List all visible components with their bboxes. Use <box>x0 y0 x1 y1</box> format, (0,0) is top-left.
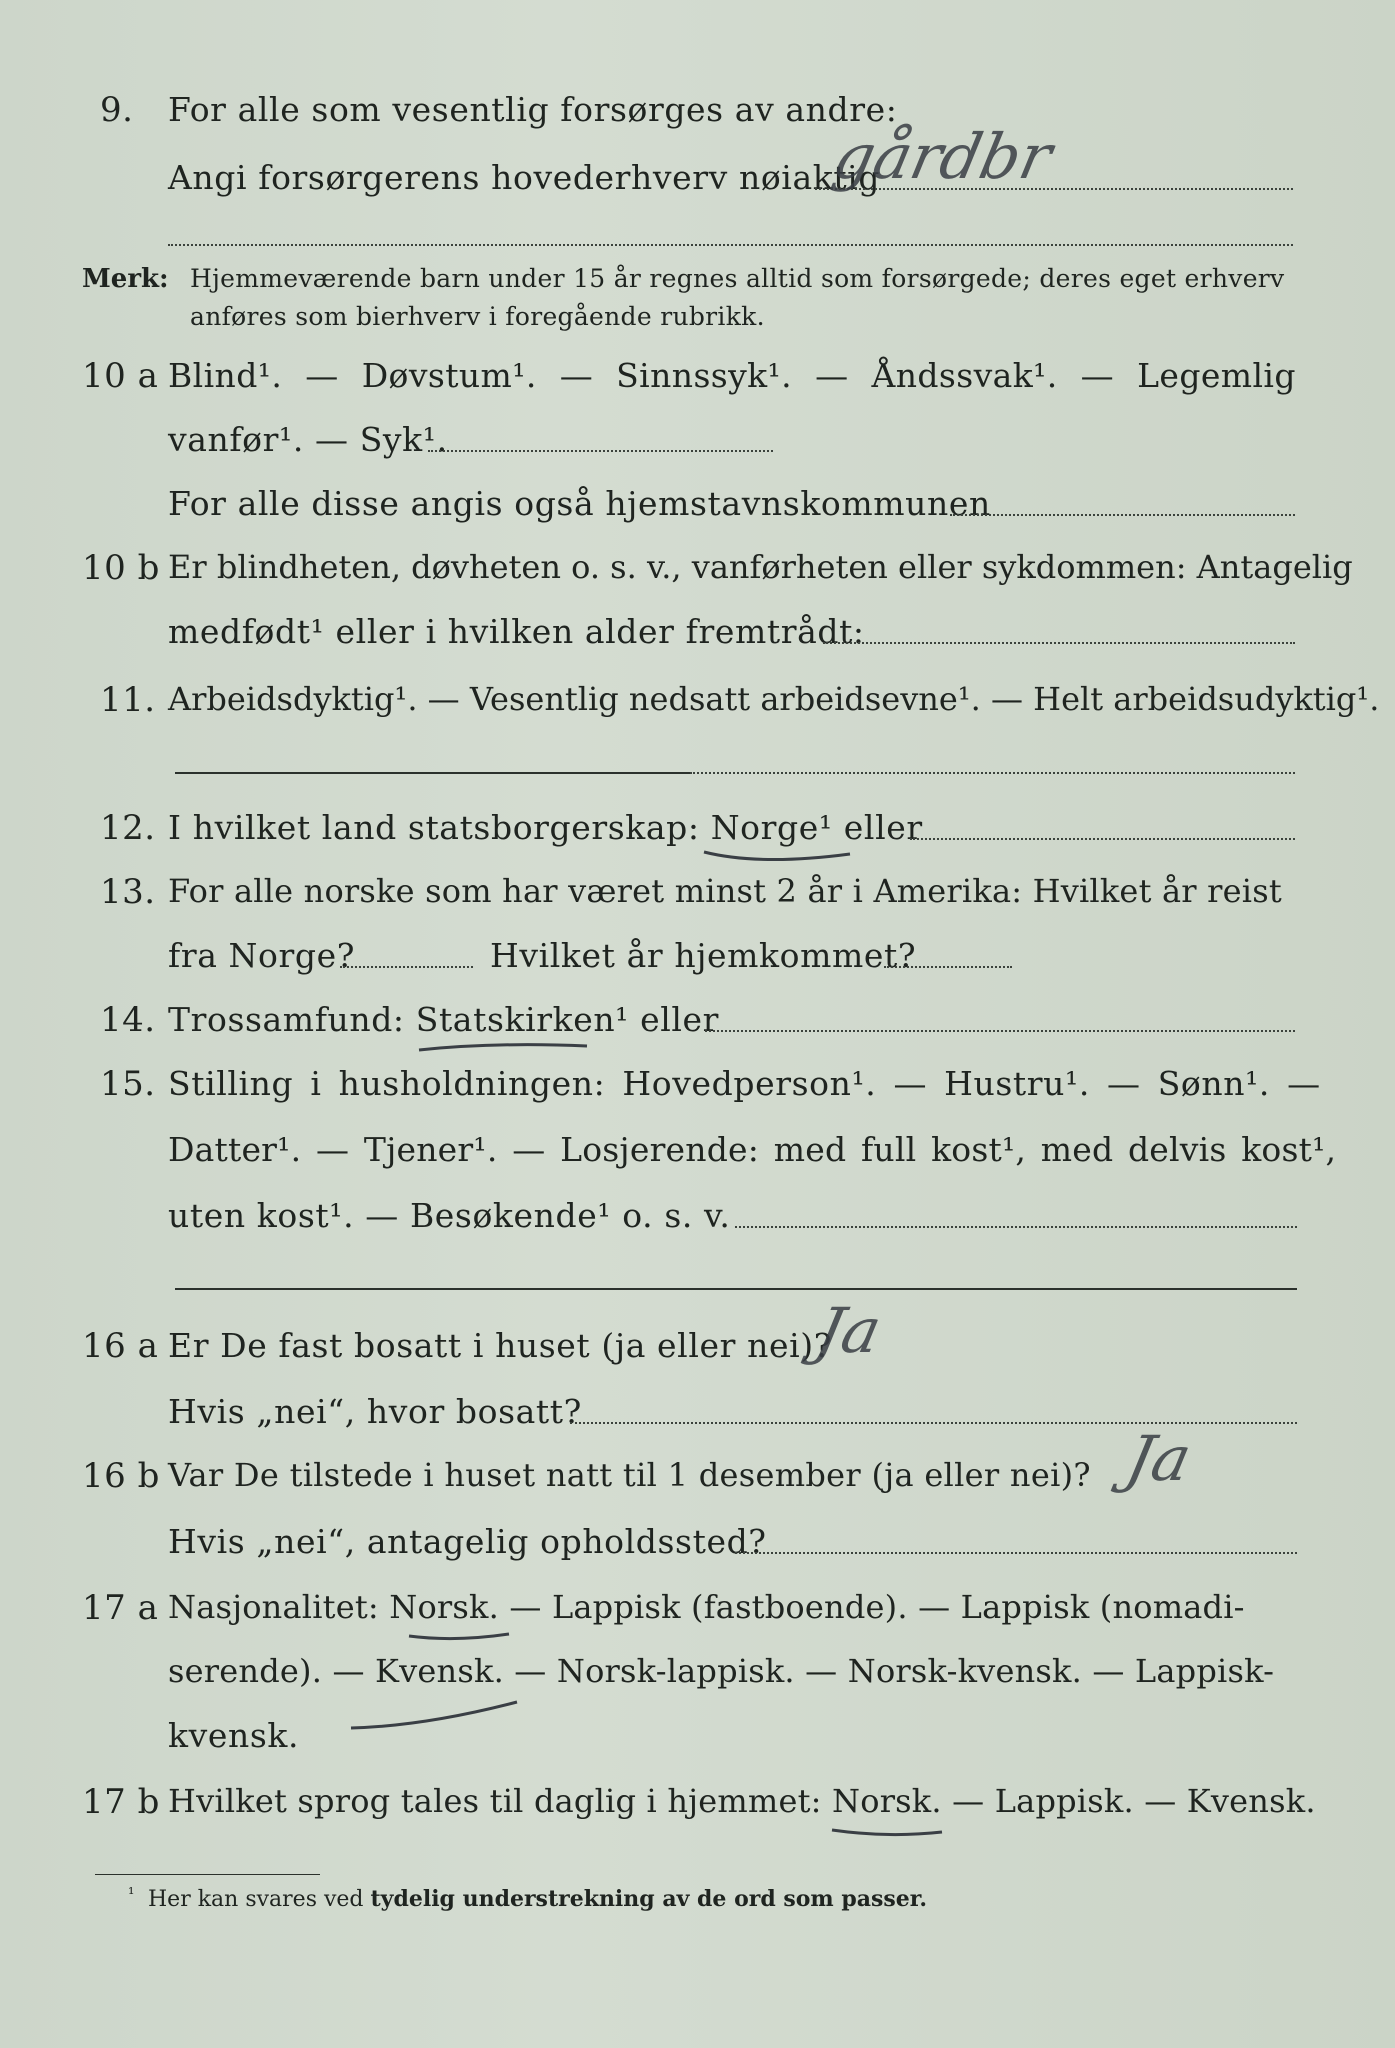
question-number: 14. <box>100 1000 156 1040</box>
handwritten-underline <box>415 1036 595 1058</box>
answer-line <box>735 1226 1297 1228</box>
question-text: Var De tilstede i huset natt til 1 desember (ja eller nei)? <box>168 1456 1091 1494</box>
handwritten-answer: Ja <box>810 1294 888 1367</box>
option: Blind¹. <box>168 356 283 395</box>
handwritten-underline <box>828 1824 948 1842</box>
footnote-text <box>148 1886 927 1912</box>
handwritten-underline <box>700 844 860 868</box>
separator: — <box>815 356 849 395</box>
footnote-plain: Her kan svares ved <box>148 1887 364 1912</box>
question-number: 17 b <box>82 1782 160 1822</box>
question-text: I hvilket land statsborgerskap: Norge¹ eller <box>168 808 923 847</box>
footnote-separator <box>95 1874 320 1875</box>
note-text: Hjemmeværende barn under 15 år regnes alltid som forsørgede; deres eget erhverv <box>190 264 1285 293</box>
answer-line <box>735 1552 1297 1554</box>
option: Legemlig <box>1137 356 1296 395</box>
question-text: Datter¹. — Tjener¹. — Losjerende: med full kost¹, med delvis kost¹, <box>168 1130 1337 1169</box>
handwritten-answer: gårdbr <box>827 120 1059 193</box>
question-text: Hvilket sprog tales til daglig i hjemmet: Norsk. — Lappisk. — Kvensk. <box>168 1782 1316 1820</box>
question-text: Trossamfund: Statskirken¹ eller <box>168 1000 720 1039</box>
handwritten-underline <box>345 1696 525 1736</box>
question-text: vanfør¹. — Syk¹. <box>168 420 448 459</box>
question-text: Hvilket år hjemkommet? <box>490 936 917 975</box>
question-text: For alle som vesentlig forsørges av andre: <box>168 90 898 129</box>
question-text: For alle disse angis også hjemstavnskommunen <box>168 484 991 523</box>
answer-line <box>705 1030 1295 1032</box>
answer-line <box>175 772 690 774</box>
question-text: fra Norge? <box>168 936 356 975</box>
question-text: Er blindheten, døvheten o. s. v., vanførheten eller sykdommen: Antagelig <box>168 548 1353 586</box>
answer-line <box>910 838 1295 840</box>
handwritten-underline <box>405 1628 515 1648</box>
answer-line <box>340 966 473 968</box>
question-text: Angi forsørgerens hovederhverv nøiaktig <box>168 158 881 197</box>
option: Døvstum¹. <box>361 356 537 395</box>
answer-line <box>690 772 1295 774</box>
answer-line <box>428 450 773 452</box>
answer-line <box>175 1288 1297 1290</box>
answer-line <box>168 244 1293 246</box>
question-number: 10 b <box>82 548 160 588</box>
option: Åndssvak¹. <box>871 356 1058 395</box>
question-number: 15. <box>100 1064 156 1104</box>
note-label: Merk: <box>82 264 169 294</box>
question-text: kvensk. <box>168 1716 300 1755</box>
note-text: anføres som bierhverv i foregående rubrikk. <box>190 302 765 331</box>
question-number: 12. <box>100 808 156 848</box>
question-text: Hvis „nei“, hvor bosatt? <box>168 1392 582 1431</box>
question-number: 9. <box>100 90 134 130</box>
question-text: Er De fast bosatt i huset (ja eller nei)? <box>168 1326 832 1365</box>
separator: — <box>559 356 594 395</box>
question-number: 16 a <box>82 1326 159 1366</box>
question-text: Arbeidsdyktig¹. — Vesentlig nedsatt arbeidsevne¹. — Helt arbeidsudyktig¹. <box>168 680 1380 718</box>
question-number: 13. <box>100 872 156 912</box>
question-text: uten kost¹. — Besøkende¹ o. s. v. <box>168 1196 731 1235</box>
option: Sinnssyk¹. <box>616 356 793 395</box>
footnote-mark: ¹ <box>128 1884 135 1903</box>
question-text: Nasjonalitet: Norsk. — Lappisk (fastboende). — Lappisk (nomadi- <box>168 1588 1245 1626</box>
answer-line <box>884 966 1012 968</box>
question-text: Hvis „nei“, antagelig opholdssted? <box>168 1522 767 1561</box>
answer-line <box>823 642 1295 644</box>
separator: — <box>1080 356 1115 395</box>
question-text: medfødt¹ eller i hvilken alder fremtrådt: <box>168 612 865 651</box>
question-number: 10 a <box>82 356 159 396</box>
separator: — <box>305 356 339 395</box>
question-text: Stilling i husholdningen: Hovedperson¹. — Hustru¹. — Sønn¹. — <box>168 1064 1321 1103</box>
handwritten-answer: Ja <box>1120 1422 1198 1495</box>
question-number: 17 a <box>82 1588 159 1628</box>
question-options <box>168 356 1296 395</box>
question-number: 16 b <box>82 1456 160 1496</box>
question-text: For alle norske som har været minst 2 år i Amerika: Hvilket år reist <box>168 872 1282 910</box>
footnote-bold: tydelig understrekning av de ord som passer. <box>370 1886 928 1912</box>
question-text: serende). — Kvensk. — Norsk-lappisk. — Norsk-kvensk. — Lappisk- <box>168 1652 1275 1690</box>
answer-line <box>950 514 1295 516</box>
question-number: 11. <box>100 680 156 720</box>
